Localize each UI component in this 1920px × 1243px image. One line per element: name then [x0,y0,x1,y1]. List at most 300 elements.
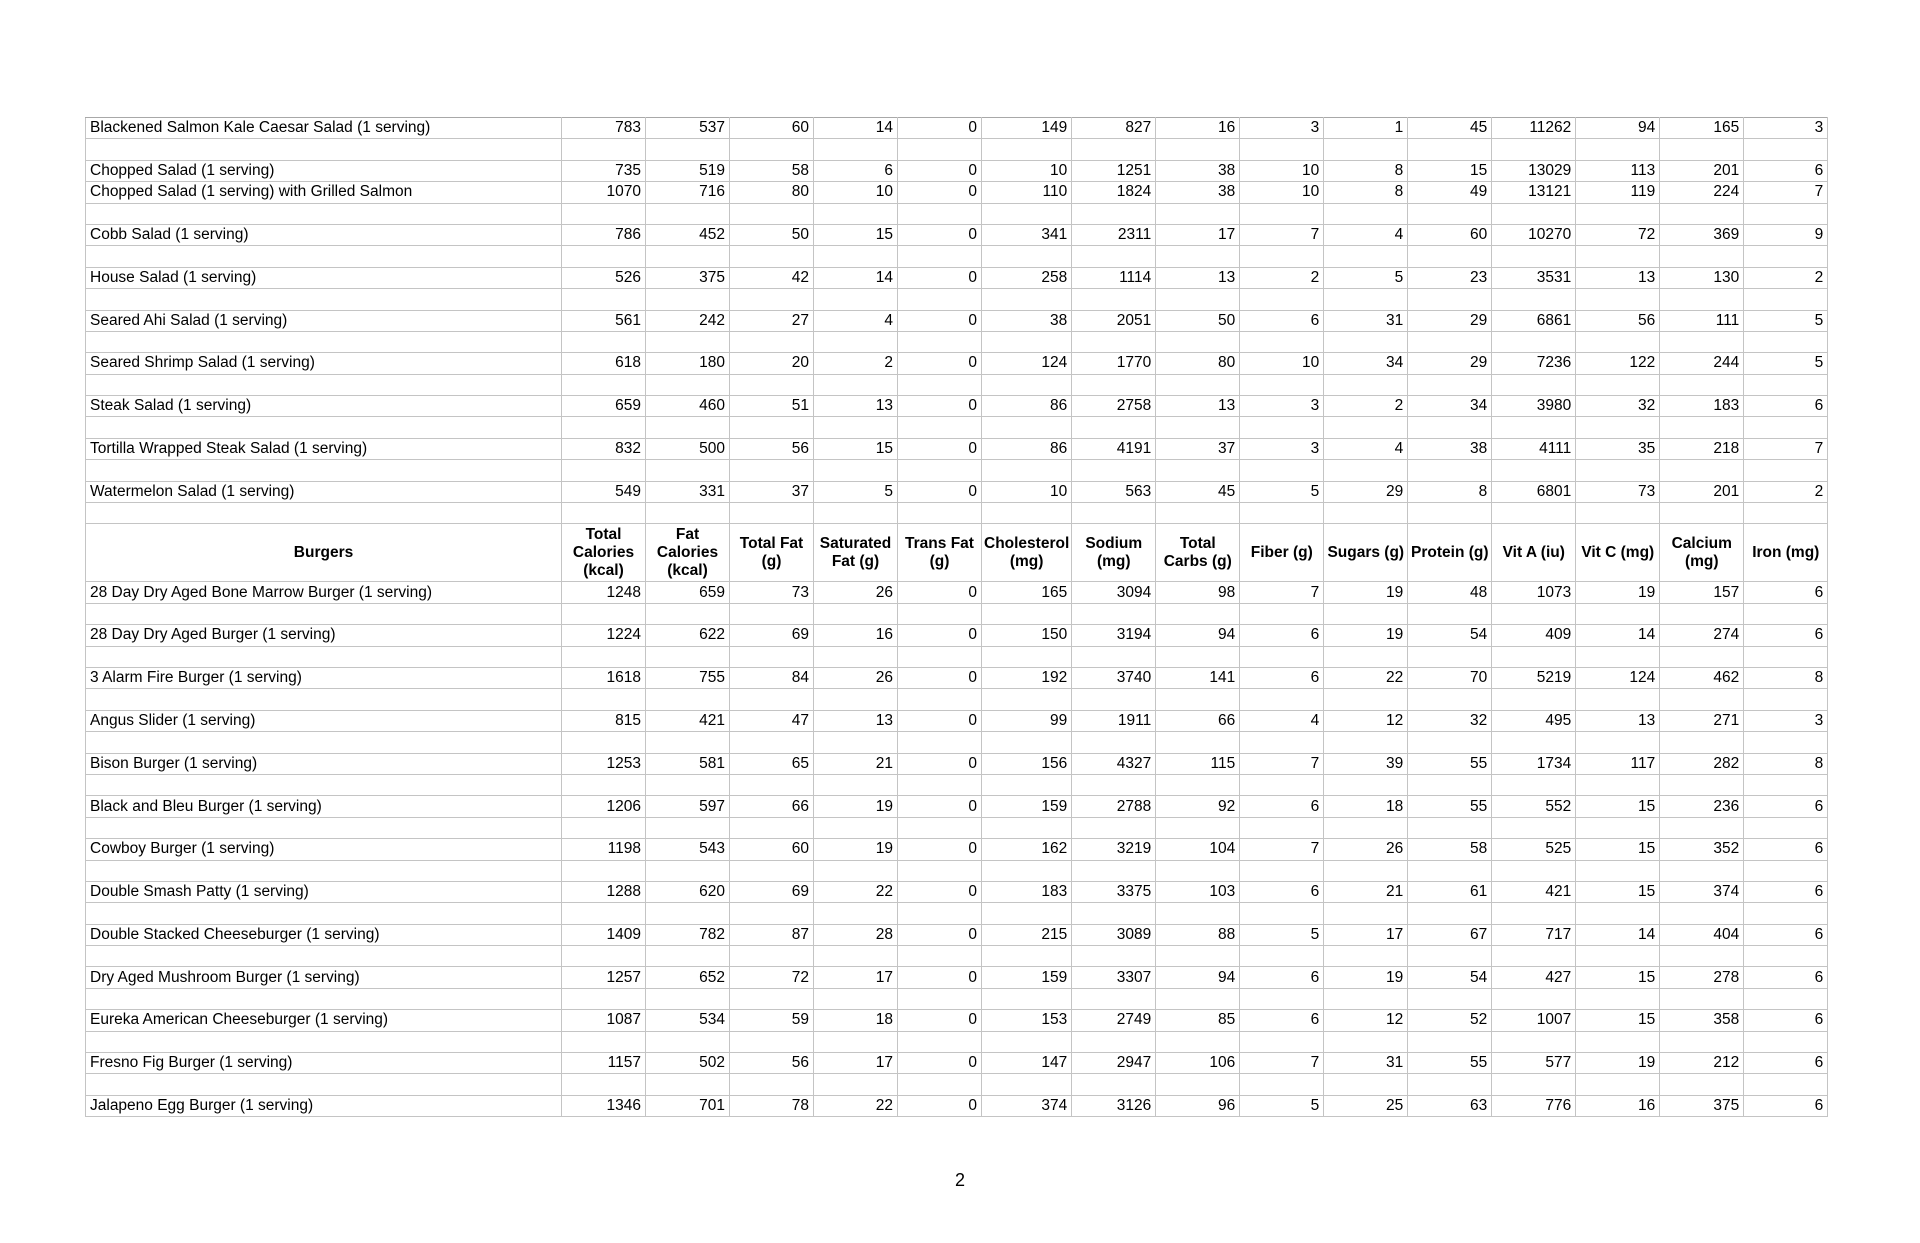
value-cell: 124 [982,353,1072,374]
empty-cell [1072,246,1156,267]
empty-cell [1744,988,1828,1009]
empty-cell [814,817,898,838]
value-cell: 1618 [562,667,646,688]
value-cell: 1198 [562,839,646,860]
empty-cell [730,417,814,438]
empty-cell [86,774,562,795]
value-cell: 271 [1660,710,1744,731]
empty-cell [1744,1074,1828,1095]
table-row [86,267,1828,288]
blank-row [86,460,1828,481]
item-name-cell: 28 Day Dry Aged Bone Marrow Burger (1 serving) [86,582,562,603]
value-cell: 29 [1324,481,1408,502]
value-cell: 462 [1660,667,1744,688]
value-cell: 534 [646,1010,730,1031]
empty-cell [1240,689,1324,710]
empty-cell [898,646,982,667]
empty-cell [1408,860,1492,881]
empty-cell [814,460,898,481]
table-row [86,710,1828,731]
empty-cell [1240,732,1324,753]
value-cell: 701 [646,1095,730,1116]
value-cell: 6 [1240,796,1324,817]
value-cell: 5 [1240,481,1324,502]
blank-row [86,903,1828,924]
value-cell: 22 [814,1095,898,1116]
value-cell: 0 [898,182,982,203]
empty-cell [86,246,562,267]
value-cell: 0 [898,924,982,945]
empty-cell [1324,732,1408,753]
empty-cell [814,246,898,267]
empty-cell [1156,246,1240,267]
value-cell: 51 [730,396,814,417]
empty-cell [1576,603,1660,624]
empty-cell [1492,860,1576,881]
column-header: Protein (g) [1408,524,1492,582]
empty-cell [730,1031,814,1052]
empty-cell [646,139,730,160]
value-cell: 15 [814,438,898,459]
empty-cell [814,417,898,438]
empty-cell [730,289,814,310]
empty-cell [646,503,730,524]
value-cell: 19 [814,839,898,860]
value-cell: 4 [1324,224,1408,245]
empty-cell [1072,774,1156,795]
empty-cell [86,988,562,1009]
empty-cell [898,1074,982,1095]
empty-cell [898,331,982,352]
value-cell: 6 [1240,667,1324,688]
value-cell: 6 [1744,839,1828,860]
empty-cell [1492,331,1576,352]
empty-cell [1240,946,1324,967]
value-cell: 19 [1324,582,1408,603]
value-cell: 3094 [1072,582,1156,603]
value-cell: 66 [730,796,814,817]
empty-cell [1156,646,1240,667]
value-cell: 500 [646,438,730,459]
empty-cell [730,860,814,881]
value-cell: 38 [982,310,1072,331]
value-cell: 22 [1324,667,1408,688]
empty-cell [1408,1031,1492,1052]
value-cell: 117 [1576,753,1660,774]
value-cell: 1087 [562,1010,646,1031]
value-cell: 98 [1156,582,1240,603]
value-cell: 0 [898,160,982,181]
empty-cell [1240,374,1324,395]
empty-cell [898,860,982,881]
value-cell: 0 [898,1053,982,1074]
empty-cell [86,1031,562,1052]
value-cell: 32 [1576,396,1660,417]
value-cell: 0 [898,839,982,860]
value-cell: 8 [1324,182,1408,203]
blank-row [86,139,1828,160]
empty-cell [1156,603,1240,624]
empty-cell [814,289,898,310]
item-name-cell: Seared Ahi Salad (1 serving) [86,310,562,331]
empty-cell [898,417,982,438]
table-row [86,160,1828,181]
value-cell: 72 [730,967,814,988]
empty-cell [814,1074,898,1095]
empty-cell [1744,374,1828,395]
empty-cell [646,646,730,667]
empty-cell [1492,246,1576,267]
value-cell: 5 [1744,310,1828,331]
empty-cell [1660,374,1744,395]
empty-cell [1408,774,1492,795]
empty-cell [646,1031,730,1052]
item-name-cell: Black and Bleu Burger (1 serving) [86,796,562,817]
value-cell: 85 [1156,1010,1240,1031]
empty-cell [1240,289,1324,310]
value-cell: 0 [898,881,982,902]
empty-cell [1240,774,1324,795]
blank-row [86,503,1828,524]
empty-cell [86,139,562,160]
value-cell: 13029 [1492,160,1576,181]
empty-cell [1660,646,1744,667]
table-row [86,118,1828,139]
empty-cell [562,417,646,438]
value-cell: 374 [982,1095,1072,1116]
empty-cell [982,289,1072,310]
value-cell: 543 [646,839,730,860]
empty-cell [982,417,1072,438]
value-cell: 776 [1492,1095,1576,1116]
value-cell: 242 [646,310,730,331]
empty-cell [562,289,646,310]
value-cell: 106 [1156,1053,1240,1074]
empty-cell [1156,903,1240,924]
table-row [86,224,1828,245]
value-cell: 54 [1408,625,1492,646]
value-cell: 86 [982,396,1072,417]
empty-cell [1240,903,1324,924]
empty-cell [1408,139,1492,160]
value-cell: 157 [1660,582,1744,603]
value-cell: 110 [982,182,1072,203]
value-cell: 525 [1492,839,1576,860]
value-cell: 7 [1240,753,1324,774]
value-cell: 50 [730,224,814,245]
value-cell: 12 [1324,1010,1408,1031]
item-name-cell: Eureka American Cheeseburger (1 serving) [86,1010,562,1031]
empty-cell [1072,732,1156,753]
empty-cell [1324,817,1408,838]
value-cell: 3 [1240,438,1324,459]
value-cell: 92 [1156,796,1240,817]
empty-cell [86,732,562,753]
value-cell: 31 [1324,1053,1408,1074]
empty-cell [646,203,730,224]
value-cell: 1 [1324,118,1408,139]
table-row [86,481,1828,502]
empty-cell [646,289,730,310]
empty-cell [1072,946,1156,967]
value-cell: 6 [1744,1010,1828,1031]
value-cell: 159 [982,796,1072,817]
empty-cell [646,603,730,624]
value-cell: 103 [1156,881,1240,902]
value-cell: 84 [730,667,814,688]
empty-cell [898,503,982,524]
empty-cell [814,946,898,967]
empty-cell [1408,646,1492,667]
value-cell: 201 [1660,481,1744,502]
value-cell: 5219 [1492,667,1576,688]
value-cell: 15 [1576,967,1660,988]
empty-cell [814,203,898,224]
value-cell: 94 [1156,625,1240,646]
value-cell: 5 [1744,353,1828,374]
value-cell: 27 [730,310,814,331]
empty-cell [86,503,562,524]
empty-cell [1324,603,1408,624]
value-cell: 10 [1240,160,1324,181]
empty-cell [1576,903,1660,924]
value-cell: 59 [730,1010,814,1031]
value-cell: 1251 [1072,160,1156,181]
value-cell: 58 [730,160,814,181]
value-cell: 782 [646,924,730,945]
value-cell: 180 [646,353,730,374]
empty-cell [646,774,730,795]
empty-cell [562,203,646,224]
value-cell: 22 [814,881,898,902]
empty-cell [814,603,898,624]
value-cell: 55 [1408,1053,1492,1074]
empty-cell [730,732,814,753]
value-cell: 10270 [1492,224,1576,245]
value-cell: 88 [1156,924,1240,945]
value-cell: 29 [1408,310,1492,331]
empty-cell [1156,817,1240,838]
value-cell: 19 [814,796,898,817]
empty-cell [1240,460,1324,481]
value-cell: 15 [1576,839,1660,860]
value-cell: 0 [898,796,982,817]
empty-cell [730,331,814,352]
table-row [86,438,1828,459]
item-name-cell: 28 Day Dry Aged Burger (1 serving) [86,625,562,646]
empty-cell [646,946,730,967]
empty-cell [1156,860,1240,881]
empty-cell [1492,374,1576,395]
empty-cell [1156,774,1240,795]
value-cell: 5 [1324,267,1408,288]
empty-cell [1576,946,1660,967]
value-cell: 10 [982,160,1072,181]
empty-cell [562,646,646,667]
value-cell: 620 [646,881,730,902]
value-cell: 99 [982,710,1072,731]
empty-cell [1156,946,1240,967]
empty-cell [1324,374,1408,395]
empty-cell [562,246,646,267]
value-cell: 150 [982,625,1072,646]
empty-cell [1324,203,1408,224]
value-cell: 192 [982,667,1072,688]
value-cell: 141 [1156,667,1240,688]
empty-cell [646,860,730,881]
value-cell: 0 [898,710,982,731]
value-cell: 149 [982,118,1072,139]
empty-cell [730,646,814,667]
table-row [86,753,1828,774]
empty-cell [1492,417,1576,438]
item-name-cell: Cowboy Burger (1 serving) [86,839,562,860]
value-cell: 19 [1324,625,1408,646]
value-cell: 1257 [562,967,646,988]
empty-cell [1660,203,1744,224]
value-cell: 421 [1492,881,1576,902]
blank-row [86,646,1828,667]
empty-cell [898,903,982,924]
empty-cell [1744,946,1828,967]
value-cell: 563 [1072,481,1156,502]
value-cell: 1253 [562,753,646,774]
empty-cell [1744,732,1828,753]
value-cell: 9 [1744,224,1828,245]
value-cell: 86 [982,438,1072,459]
empty-cell [982,460,1072,481]
value-cell: 3194 [1072,625,1156,646]
empty-cell [1408,203,1492,224]
value-cell: 124 [1576,667,1660,688]
value-cell: 19 [1576,1053,1660,1074]
value-cell: 14 [814,267,898,288]
empty-cell [1660,603,1744,624]
empty-cell [1324,417,1408,438]
empty-cell [1324,246,1408,267]
empty-cell [1744,246,1828,267]
empty-cell [1408,689,1492,710]
value-cell: 5 [814,481,898,502]
value-cell: 15 [814,224,898,245]
empty-cell [646,417,730,438]
empty-cell [1492,646,1576,667]
value-cell: 0 [898,310,982,331]
empty-cell [1156,374,1240,395]
empty-cell [1072,289,1156,310]
item-name-cell: Chopped Salad (1 serving) with Grilled Salmon [86,182,562,203]
blank-row [86,689,1828,710]
blank-row [86,774,1828,795]
value-cell: 358 [1660,1010,1744,1031]
empty-cell [1240,1031,1324,1052]
empty-cell [562,817,646,838]
table-row [86,625,1828,646]
value-cell: 54 [1408,967,1492,988]
empty-cell [898,246,982,267]
empty-cell [730,903,814,924]
table-row [86,796,1828,817]
page-number: 2 [954,1170,965,1190]
empty-cell [1492,817,1576,838]
value-cell: 0 [898,625,982,646]
value-cell: 427 [1492,967,1576,988]
empty-cell [730,817,814,838]
value-cell: 1911 [1072,710,1156,731]
empty-cell [814,689,898,710]
value-cell: 2749 [1072,1010,1156,1031]
value-cell: 7 [1744,182,1828,203]
value-cell: 4 [1240,710,1324,731]
item-name-cell: Blackened Salmon Kale Caesar Salad (1 serving) [86,118,562,139]
empty-cell [898,374,982,395]
value-cell: 60 [730,839,814,860]
empty-cell [1324,689,1408,710]
value-cell: 6 [1744,1053,1828,1074]
value-cell: 61 [1408,881,1492,902]
value-cell: 16 [814,625,898,646]
empty-cell [1072,203,1156,224]
empty-cell [982,860,1072,881]
empty-cell [1576,1031,1660,1052]
empty-cell [982,646,1072,667]
value-cell: 50 [1156,310,1240,331]
value-cell: 6 [1240,881,1324,902]
value-cell: 10 [1240,353,1324,374]
value-cell: 622 [646,625,730,646]
empty-cell [898,689,982,710]
column-header: Sodium (mg) [1072,524,1156,582]
empty-cell [814,732,898,753]
blank-row [86,1031,1828,1052]
empty-cell [898,289,982,310]
blank-row [86,946,1828,967]
value-cell: 3375 [1072,881,1156,902]
value-cell: 111 [1660,310,1744,331]
value-cell: 38 [1408,438,1492,459]
empty-cell [814,774,898,795]
value-cell: 0 [898,438,982,459]
value-cell: 375 [646,267,730,288]
column-header: Saturated Fat (g) [814,524,898,582]
empty-cell [1576,774,1660,795]
empty-cell [982,689,1072,710]
empty-cell [562,331,646,352]
empty-cell [1660,1031,1744,1052]
value-cell: 73 [730,582,814,603]
value-cell: 0 [898,353,982,374]
empty-cell [1744,417,1828,438]
empty-cell [1156,331,1240,352]
table-row [86,353,1828,374]
item-name-cell: Angus Slider (1 serving) [86,710,562,731]
value-cell: 526 [562,267,646,288]
empty-cell [646,817,730,838]
value-cell: 274 [1660,625,1744,646]
empty-cell [1744,1031,1828,1052]
value-cell: 10 [1240,182,1324,203]
empty-cell [1744,860,1828,881]
empty-cell [982,203,1072,224]
value-cell: 404 [1660,924,1744,945]
value-cell: 0 [898,267,982,288]
value-cell: 13 [1156,267,1240,288]
value-cell: 4 [814,310,898,331]
blank-row [86,603,1828,624]
value-cell: 1206 [562,796,646,817]
value-cell: 3089 [1072,924,1156,945]
empty-cell [1072,860,1156,881]
